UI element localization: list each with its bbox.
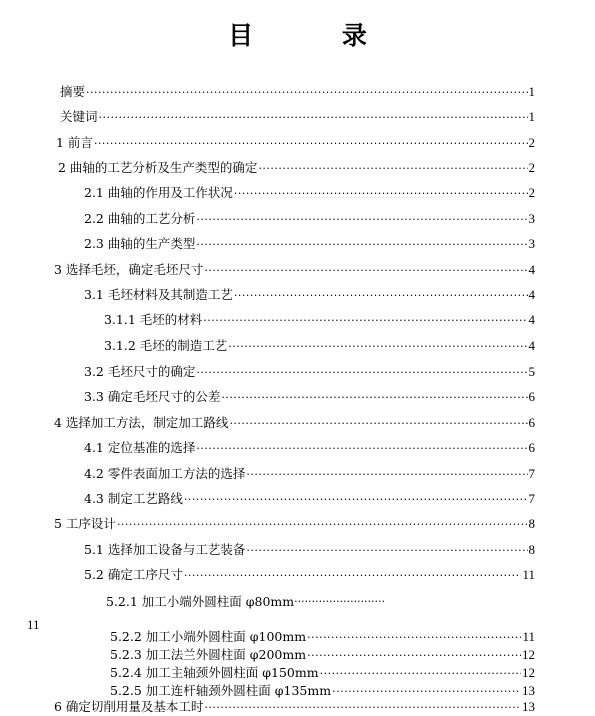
toc-entry-page: 4 <box>528 287 535 302</box>
toc-entry[interactable] <box>110 665 535 681</box>
toc-entry-label: 3.3 确定毛坯尺寸的公差 <box>84 389 221 404</box>
toc-entry-page: 2 <box>528 160 535 175</box>
toc-entry-page: 1 <box>528 84 535 99</box>
toc-entry[interactable] <box>84 389 535 405</box>
leader-dots <box>203 313 527 329</box>
toc-entry[interactable] <box>84 567 535 583</box>
toc-entry-page: 6 <box>528 415 535 430</box>
toc-entry-page: 11 <box>522 567 535 582</box>
toc-entry[interactable] <box>84 211 535 227</box>
leader-dots <box>294 594 384 610</box>
toc-entry-page: 6 <box>528 440 535 455</box>
toc-entry[interactable] <box>84 440 535 456</box>
leader-dots <box>246 543 527 559</box>
toc-entry-label: 5.2.3 加工法兰外圆柱面 φ200mm <box>110 647 307 662</box>
leader-dots <box>204 700 521 716</box>
toc-entry-label: 5.2.1 加工小端外圆柱面 φ80mm <box>106 594 295 609</box>
toc-entry-label: 2.2 曲轴的工艺分析 <box>84 211 196 226</box>
leader-dots <box>234 288 528 304</box>
toc-entry[interactable] <box>54 699 535 715</box>
leader-dots <box>86 85 527 101</box>
toc-entry-label: 5.2.5 加工连杆轴颈外圆柱面 φ135mm <box>110 683 332 698</box>
toc-entry-page: 12 <box>522 647 535 662</box>
toc-entry-page: 8 <box>528 542 535 557</box>
toc-entry-label: 4.2 零件表面加工方法的选择 <box>84 466 246 481</box>
toc-entry-page: 11 <box>27 617 40 632</box>
toc-entry[interactable] <box>54 516 535 532</box>
toc-entry-label: 3.2 毛坯尺寸的确定 <box>84 364 196 379</box>
toc-entry-label: 4.3 制定工艺路线 <box>84 491 183 506</box>
toc-entry[interactable] <box>104 338 535 354</box>
toc-entry-label: 3.1 毛坯材料及其制造工艺 <box>84 287 233 302</box>
toc-entry[interactable] <box>84 491 535 507</box>
toc-entry-label: 2.1 曲轴的作用及工作状况 <box>84 185 233 200</box>
toc-entry[interactable] <box>84 466 535 482</box>
toc-entry[interactable] <box>60 109 535 125</box>
toc-entry-page: 11 <box>522 629 535 644</box>
leader-dots <box>229 416 527 432</box>
leader-dots <box>332 684 521 700</box>
toc-entry-page: 4 <box>528 262 535 277</box>
toc-entry-label: 4 选择加工方法，制定加工路线 <box>54 415 229 430</box>
toc-entry-page: 2 <box>528 135 535 150</box>
toc-entry-page: 13 <box>522 699 535 714</box>
leader-dots <box>184 492 528 508</box>
leader-dots <box>221 390 527 406</box>
leader-dots <box>307 648 521 664</box>
leader-dots <box>196 212 527 228</box>
toc-entry[interactable] <box>104 312 535 328</box>
toc-entry-label: 5.2.2 加工小端外圆柱面 φ100mm <box>110 629 307 644</box>
toc-entry-page: 3 <box>528 211 535 226</box>
toc-entry-label: 摘要 <box>60 84 86 99</box>
toc-entry[interactable] <box>84 364 535 380</box>
leader-dots <box>196 365 527 381</box>
toc-entry-page: 3 <box>528 236 535 251</box>
toc-entry-label: 2.3 曲轴的生产类型 <box>84 236 196 251</box>
leader-dots <box>94 136 528 152</box>
toc-entry-label: 5.1 选择加工设备与工艺装备 <box>84 542 246 557</box>
toc-entry[interactable] <box>54 415 535 431</box>
leader-dots <box>228 339 527 355</box>
leader-dots <box>320 666 521 682</box>
toc-entry-page: 7 <box>528 491 535 506</box>
toc-entry-label: 5.2.4 加工主轴颈外圆柱面 φ150mm <box>110 665 319 680</box>
toc-entry-page: 1 <box>528 109 535 124</box>
toc-entry-wrapped[interactable] <box>106 594 526 610</box>
toc-entry[interactable] <box>84 542 535 558</box>
toc-entry-label: 1 前言 <box>56 135 93 150</box>
leader-dots <box>307 630 521 646</box>
toc-entry[interactable] <box>58 160 535 176</box>
toc-entry-page: 4 <box>528 312 535 327</box>
toc-entry[interactable] <box>84 236 535 252</box>
toc-entry-label: 3.1.2 毛坯的制造工艺 <box>104 338 228 353</box>
leader-dots <box>117 517 528 533</box>
toc-entry[interactable] <box>110 629 535 645</box>
toc-entry-label: 4.1 定位基准的选择 <box>84 440 196 455</box>
toc-entry-page: 5 <box>528 364 535 379</box>
leader-dots <box>196 441 527 457</box>
toc-entry[interactable] <box>56 135 535 151</box>
toc-entry-label: 2 曲轴的工艺分析及生产类型的确定 <box>58 160 258 175</box>
leader-dots <box>99 110 528 126</box>
toc-entry[interactable] <box>60 84 535 100</box>
toc-entry-page: 4 <box>528 338 535 353</box>
toc-entry[interactable] <box>110 647 535 663</box>
leader-dots <box>196 237 527 253</box>
toc-entry-page: 2 <box>528 185 535 200</box>
toc-entry[interactable] <box>84 287 535 303</box>
page-title: 目 录 <box>228 21 407 50</box>
leader-dots <box>204 263 527 279</box>
toc-entry-page: 8 <box>528 516 535 531</box>
leader-dots <box>258 161 527 177</box>
toc-entry[interactable] <box>110 683 535 699</box>
toc-entry-label: 5.2 确定工序尺寸 <box>84 567 183 582</box>
toc-entry[interactable] <box>84 185 535 201</box>
toc-entry[interactable] <box>54 262 535 278</box>
toc-entry-page: 6 <box>528 389 535 404</box>
toc-entry-page: 13 <box>522 683 535 698</box>
toc-entry-label: 3 选择毛坯，确定毛坯尺寸 <box>54 262 204 277</box>
toc-entry-page: 7 <box>528 466 535 481</box>
leader-dots <box>184 568 522 584</box>
toc-entry-label: 3.1.1 毛坯的材料 <box>104 312 203 327</box>
leader-dots <box>246 467 527 483</box>
toc-entry-label: 6 确定切削用量及基本工时 <box>54 699 204 714</box>
toc-entry-label: 关键词 <box>60 109 98 124</box>
toc-entry-label: 5 工序设计 <box>54 516 116 531</box>
leader-dots <box>234 186 528 202</box>
toc-entry-page: 12 <box>522 665 535 680</box>
